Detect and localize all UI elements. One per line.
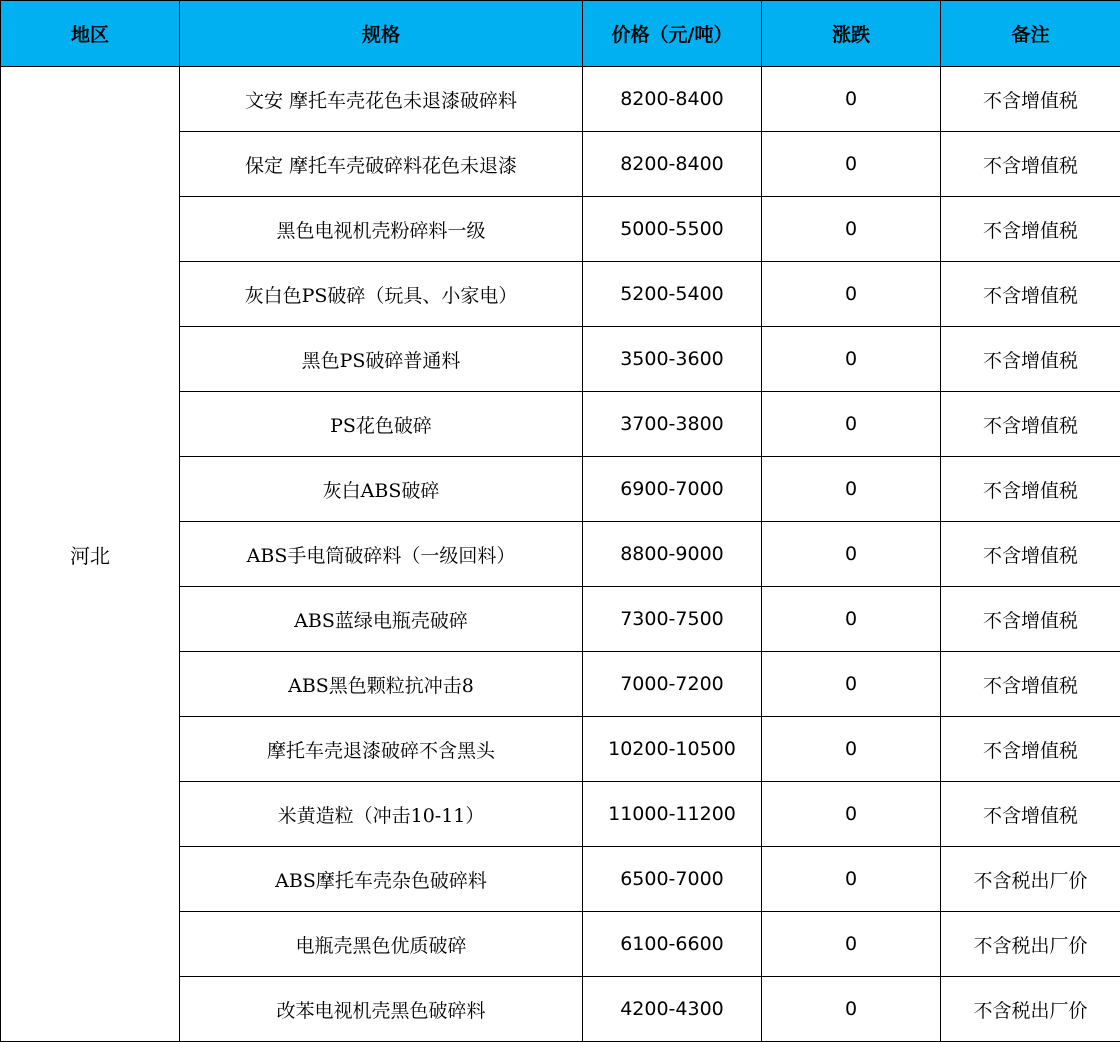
spec-cell: 电瓶壳黑色优质破碎 [180, 912, 583, 977]
note-cell: 不含增值税 [941, 782, 1120, 847]
spec-cell: ABS摩托车壳杂色破碎料 [180, 847, 583, 912]
note-cell: 不含增值税 [941, 197, 1120, 262]
change-cell: 0 [762, 717, 941, 782]
change-cell: 0 [762, 197, 941, 262]
spec-cell: 改苯电视机壳黑色破碎料 [180, 977, 583, 1042]
note-cell: 不含增值税 [941, 262, 1120, 327]
spec-cell: 灰白色PS破碎（玩具、小家电） [180, 262, 583, 327]
price-cell: 3700-3800 [583, 392, 762, 457]
price-cell: 8200-8400 [583, 67, 762, 132]
note-cell: 不含增值税 [941, 717, 1120, 782]
header-price: 价格（元/吨） [583, 1, 762, 67]
change-cell: 0 [762, 392, 941, 457]
note-cell: 不含增值税 [941, 457, 1120, 522]
price-cell: 6500-7000 [583, 847, 762, 912]
change-cell: 0 [762, 912, 941, 977]
spec-cell: 黑色电视机壳粉碎料一级 [180, 197, 583, 262]
header-change: 涨跌 [762, 1, 941, 67]
spec-cell: ABS黑色颗粒抗冲击8 [180, 652, 583, 717]
spec-cell: ABS手电筒破碎料（一级回料） [180, 522, 583, 587]
note-cell: 不含税出厂价 [941, 847, 1120, 912]
note-cell: 不含增值税 [941, 67, 1120, 132]
header-region: 地区 [1, 1, 180, 67]
price-cell: 4200-4300 [583, 977, 762, 1042]
price-cell: 5200-5400 [583, 262, 762, 327]
price-cell: 3500-3600 [583, 327, 762, 392]
price-cell: 11000-11200 [583, 782, 762, 847]
note-cell: 不含增值税 [941, 652, 1120, 717]
change-cell: 0 [762, 457, 941, 522]
note-cell: 不含增值税 [941, 392, 1120, 457]
price-cell: 10200-10500 [583, 717, 762, 782]
header-note: 备注 [941, 1, 1120, 67]
header-spec: 规格 [180, 1, 583, 67]
table-header [1, 1, 1120, 67]
note-cell: 不含增值税 [941, 327, 1120, 392]
price-cell: 8800-9000 [583, 522, 762, 587]
spec-cell: ABS蓝绿电瓶壳破碎 [180, 587, 583, 652]
spec-cell: PS花色破碎 [180, 392, 583, 457]
change-cell: 0 [762, 132, 941, 197]
header-row [1, 1, 1120, 67]
region-cell: 河北 [1, 67, 180, 1042]
change-cell: 0 [762, 782, 941, 847]
spec-cell: 灰白ABS破碎 [180, 457, 583, 522]
price-cell: 6900-7000 [583, 457, 762, 522]
change-cell: 0 [762, 587, 941, 652]
change-cell: 0 [762, 262, 941, 327]
table-body [1, 67, 1120, 1042]
note-cell: 不含税出厂价 [941, 912, 1120, 977]
spec-cell: 米黄造粒（冲击10-11） [180, 782, 583, 847]
change-cell: 0 [762, 522, 941, 587]
change-cell: 0 [762, 847, 941, 912]
note-cell: 不含税出厂价 [941, 977, 1120, 1042]
price-cell: 7000-7200 [583, 652, 762, 717]
table-row [1, 67, 1120, 132]
price-cell: 5000-5500 [583, 197, 762, 262]
price-cell: 7300-7500 [583, 587, 762, 652]
spec-cell: 保定 摩托车壳破碎料花色未退漆 [180, 132, 583, 197]
note-cell: 不含增值税 [941, 132, 1120, 197]
note-cell: 不含增值税 [941, 522, 1120, 587]
spec-cell: 黑色PS破碎普通料 [180, 327, 583, 392]
spec-cell: 摩托车壳退漆破碎不含黑头 [180, 717, 583, 782]
change-cell: 0 [762, 67, 941, 132]
spec-cell: 文安 摩托车壳花色未退漆破碎料 [180, 67, 583, 132]
price-cell: 6100-6600 [583, 912, 762, 977]
change-cell: 0 [762, 652, 941, 717]
change-cell: 0 [762, 977, 941, 1042]
note-cell: 不含增值税 [941, 587, 1120, 652]
change-cell: 0 [762, 327, 941, 392]
price-cell: 8200-8400 [583, 132, 762, 197]
